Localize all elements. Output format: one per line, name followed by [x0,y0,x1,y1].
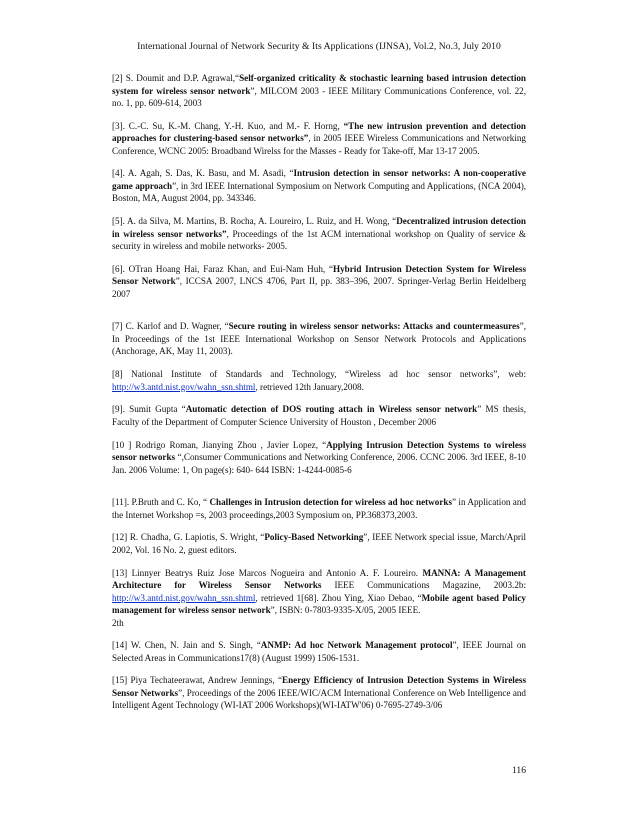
reference-r13 [112,567,526,630]
reference-text: ” in Application and the Internet Workshop =s, 2003 proceedings,2003 Symposium on, PP.368373,2003. [112,497,526,520]
reference-url-link[interactable]: http://w3.antd.nist.gov/wahn_ssn.shtml [112,381,256,392]
reference-text: [6]. OTran Hoang Hai, Faraz Khan, and Eui-Nam Huh, “ [112,263,333,274]
reference-text: , retrieved 12th January,2008. [255,381,364,392]
reference-text: [10 ] Rodrigo Roman, Jianying Zhou , Javier Lopez, “ [112,439,327,450]
reference-title: Secure routing in wireless sensor networks: Attacks and countermeasures [228,321,520,332]
reference-text: “,Consumer Communications and Networking Conference, 2006. CCNC 2006. 3rd IEEE, 8-10 Jan. 2006 Volume: 1, On page(s): 640- 644 ISBN: 1-4244-0085-6 [112,452,526,475]
reference-list [112,72,526,722]
reference-title: ANMP: Ad hoc Network Management protocol [260,640,453,651]
reference-title: Decentralized intrusion detection in wireless sensor networks” [112,216,527,239]
reference-title: Applying Intrusion Detection Systems to wireless sensor networks [112,439,526,462]
reference-r8 [112,368,526,393]
reference-title: Hybrid Intrusion Detection System for Wireless Sensor Network [112,263,526,287]
journal-header: International Journal of Network Security & Its Applications (IJNSA), Vol.2, No.3, July 2010 [137,41,501,52]
reference-spacer [112,486,526,496]
reference-url-link[interactable]: http://w3.antd.nist.gov/wahn_ssn.shtml [112,592,256,603]
reference-r5 [112,215,526,253]
reference-text: ”, ICCSA 2007, LNCS 4706, Part II, pp. 383–396, 2007. Springer-Verlag Berlin Heidelberg 2007 [112,276,527,299]
reference-r15 [112,674,526,712]
reference-r6 [112,263,526,301]
reference-text: [9]. Sumit Gupta “ [112,404,186,415]
reference-r14 [112,639,526,664]
reference-text: , Proceedings of the 1st ACM international workshop on Quality of service & security in wireless and mobile networks- 2005. [112,228,526,252]
reference-r2 [112,72,526,110]
reference-text: [8] National Institute of Standards and Technology, “Wireless ad hoc sensor networks”, web: [112,369,526,380]
reference-r10 [112,439,526,477]
reference-spacer [112,310,526,320]
reference-text: 2th [112,617,124,628]
reference-title: Energy Efficiency of Intrusion Detection Systems in Wireless Sensor Networks [112,675,526,698]
reference-text: IEEE Communications Magazine, 2003.2b: [321,580,526,591]
reference-text: ”, ISBN: 0-7803-9335-X/05, 2005 IEEE. [270,605,421,616]
reference-text: [11]. P.Bruth and C. Ko, “ [112,497,210,508]
reference-text: [12] R. Chadha, G. Lapiotis, S. Wright, “ [112,532,265,543]
reference-text: ”, in 3rd IEEE International Symposium on Network Computing and Applications, (NCA 2004), Boston, MA, August 2004, pp. 343346. [112,180,527,204]
reference-text: [5]. A. da Silva, M. Martins, B. Rocha, A. Loureiro, L. Ruiz, and H. Wong, “ [112,216,397,227]
reference-text: ”, MILCOM 2003 - IEEE Military Communications Conference, vol. 22, no. 1, pp. 609-614, 2003 [112,85,526,108]
reference-title: Mobile agent based Policy management for wireless sensor network [112,592,526,616]
reference-text: [13] Linnyer Beatrys Ruiz Jose Marcos Nogueira and Antonio A. F. Loureiro. [112,567,423,578]
reference-text: [14] W. Chen, N. Jain and S. Singh, “ [112,640,261,651]
reference-r7 [112,320,526,358]
reference-r4 [112,167,526,205]
reference-r9 [112,403,526,428]
reference-r3 [112,120,526,158]
reference-text: ”, IEEE Network special issue, March/April 2002, Vol. 16 No. 2, guest editors. [112,532,527,555]
reference-title: Policy-Based Networking [264,532,364,543]
reference-text: , in 2005 IEEE Wireless Communications and Networking Conference, WCNC 2005: Broadband Wirelss for the Masses - Ready for Take-off, Mar 13-17 2005. [112,133,526,156]
reference-text: , retrieved 1[68]. Zhou Ying, Xiao Debao, “ [255,592,422,603]
reference-text: [4]. A. Agah, S. Das, K. Basu, and M. Asadi, “ [112,168,294,179]
reference-text: [7] C. Karlof and D. Wagner, “ [112,321,229,332]
reference-text: [2] S. Doumit and D.P. Agrawal,“ [112,73,240,83]
reference-title: MANNA: A Management Architecture for Wireless Sensor Networks [112,567,526,591]
reference-title: “The new intrusion prevention and detection approaches for clustering-based sensor networks” [112,120,526,144]
reference-text: ”, In Proceedings of the 1st IEEE International Workshop on Sensor Network Protocols and Applications (Anchorage, AK, May 11, 2003). [112,321,526,357]
reference-title: Intrusion detection in sensor networks: A non-cooperative game approach [112,168,526,191]
page-number: 116 [511,765,526,776]
reference-text: ” MS thesis, Faculty of the Department of Computer Science University of Houston , December 2006 [112,404,526,427]
reference-title: Self-organized criticality & stochastic learning based intrusion detection system for wireless sensor network [112,73,526,96]
reference-text: [3]. C.-C. Su, K.-M. Chang, Y.-H. Kuo, and M.- F. Horng, [112,120,344,131]
reference-text: ”, IEEE Journal on Selected Areas in Communications17(8) (August 1999) 1506-1531. [112,640,526,663]
reference-text: [15] Piya Techateerawat, Andrew Jennings, “ [112,675,283,686]
reference-text: ”, Proceedings of the 2006 IEEE/WIC/ACM International Conference on Web Intelligence and Intelligent Agent Technology (WI-IAT 2006 Workshops)(WI-IATW'06) 0-7695-2749-3/06 [112,687,526,711]
reference-r11 [112,496,526,521]
reference-title: Automatic detection of DOS routing attach in Wireless sensor network [185,404,478,415]
reference-title: Challenges in Intrusion detection for wireless ad hoc networks [209,497,453,508]
reference-r12 [112,531,526,556]
